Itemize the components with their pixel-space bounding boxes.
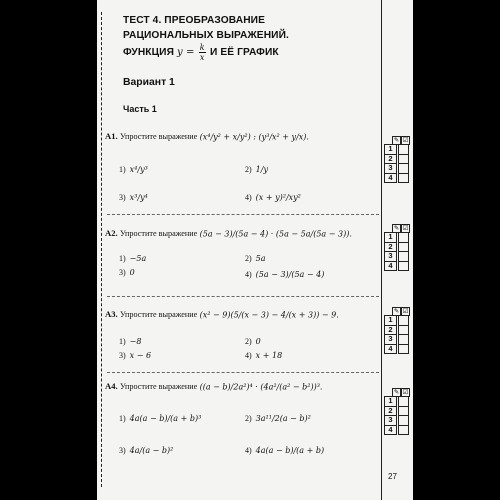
task-expression: (x⁴/y² + x/y²) : (y³/x² + y/x).	[199, 132, 309, 142]
option-2[interactable]: 2) 5a	[245, 254, 266, 263]
task-separator	[107, 372, 379, 373]
option-4[interactable]: 4) x + 18	[245, 351, 283, 360]
cut-line	[101, 12, 102, 487]
answer-box-a4: ✎ ☑ 1 2 3 4	[384, 387, 410, 434]
checkbox-icon: ☑	[402, 389, 409, 396]
title-line-2: РАЦИОНАЛЬНЫХ ВЫРАЖЕНИЙ.	[123, 29, 289, 41]
option-3[interactable]: 3) 4a/(a − b)²	[119, 446, 174, 455]
task-expression: ((a − b)/2a²)⁴ · (4a²/(a² − b²))³.	[199, 382, 323, 392]
title-line-1: ТЕСТ 4. ПРЕОБРАЗОВАНИЕ	[123, 15, 265, 26]
title-line-3: ФУНКЦИЯ y = $\frac{k}{x}$ И ЕЁ ГРАФИК	[123, 43, 279, 62]
answer-checkbox-4[interactable]	[398, 344, 409, 355]
pencil-icon: ✎	[393, 389, 400, 396]
task-separator	[107, 296, 379, 297]
option-3[interactable]: 3) x − 6	[119, 351, 152, 360]
answer-box-a1: ✎ ☑ 1 2 3 4	[384, 135, 410, 182]
task-a1: А1. Упростите выражение (x⁴/y² + x/y²) : (y³/x² + y/x).	[105, 131, 309, 142]
task-expression: (x² − 9)(5/(x − 3) − 4/(x + 3)) − 9.	[199, 310, 339, 320]
option-1[interactable]: 1) 4a(a − b)/(a + b)³	[119, 414, 202, 423]
task-a4: А4. Упростите выражение ((a − b)/2a²)⁴ · (4a²/(a² − b²))³.	[105, 381, 323, 392]
page-number: 27	[388, 472, 397, 481]
task-a3: А3. Упростите выражение (x² − 9)(5/(x − 3) − 4/(x + 3)) − 9.	[105, 309, 339, 320]
page-sheet	[97, 0, 413, 500]
option-2[interactable]: 2) 3a¹¹/2(a − b)²	[245, 414, 311, 423]
pencil-icon: ✎	[393, 225, 400, 232]
task-expression: (5a − 3)/(5a − 4) · (5a − 5a/(5a − 3)).	[199, 229, 352, 239]
answer-checkbox-4[interactable]	[398, 425, 409, 436]
option-4[interactable]: 4) (5a − 3)/(5a − 4)	[245, 270, 325, 279]
option-4[interactable]: 4) 4a(a − b)/(a + b)	[245, 446, 325, 455]
function-formula: y = $\frac{k}{x}$	[176, 43, 205, 62]
checkbox-icon: ☑	[402, 137, 409, 144]
task-a2: А2. Упростите выражение (5a − 3)/(5a − 4) · (5a − 5a/(5a − 3)).	[105, 228, 352, 239]
option-2[interactable]: 2) 1/y	[245, 165, 268, 174]
answer-checkbox-4[interactable]	[398, 173, 409, 184]
variant-heading: Вариант 1	[123, 77, 175, 88]
part-heading: Часть 1	[123, 104, 157, 114]
task-separator	[107, 214, 379, 215]
checkbox-icon: ☑	[402, 225, 409, 232]
checkbox-icon: ☑	[402, 308, 409, 315]
pencil-icon: ✎	[393, 308, 400, 315]
option-3[interactable]: 3) x³/y⁴	[119, 193, 148, 202]
margin-line	[381, 0, 382, 500]
option-1[interactable]: 1) −8	[119, 337, 142, 346]
page-title	[123, 14, 289, 62]
book-page	[97, 0, 413, 500]
option-4[interactable]: 4) (x + y)²/xy²	[245, 193, 301, 202]
option-1[interactable]: 1) x⁴/y³	[119, 165, 148, 174]
pencil-icon: ✎	[393, 137, 400, 144]
answer-box-a3: ✎ ☑ 1 2 3 4	[384, 306, 410, 353]
option-1[interactable]: 1) −5a	[119, 254, 147, 263]
option-2[interactable]: 2) 0	[245, 337, 261, 346]
answer-box-a2: ✎ ☑ 1 2 3 4	[384, 223, 410, 270]
answer-checkbox-4[interactable]	[398, 261, 409, 272]
option-3[interactable]: 3) 0	[119, 268, 135, 277]
